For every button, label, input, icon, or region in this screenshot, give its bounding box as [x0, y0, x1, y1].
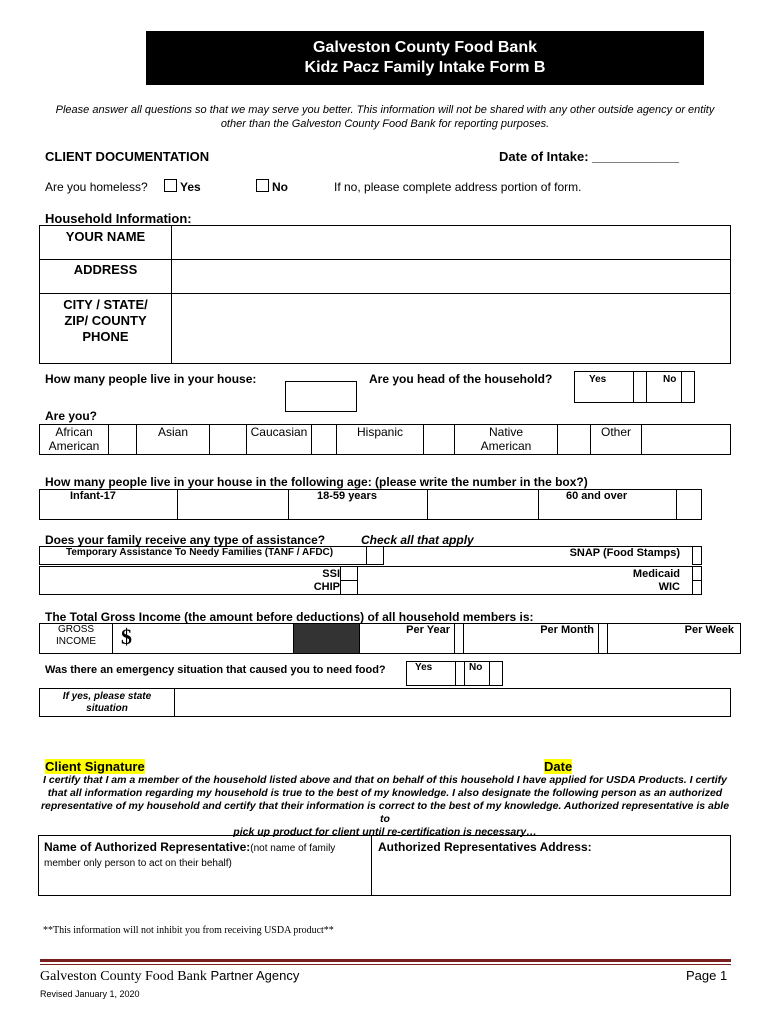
- homeless-yes-label: Yes: [180, 180, 201, 194]
- ethnicity-native-american: [455, 425, 558, 455]
- certify-line4: pick up product for client until re-certification is necessary…: [233, 826, 537, 838]
- medicaid-checkbox[interactable]: [693, 567, 702, 581]
- ssi-label: SSI: [40, 567, 341, 581]
- age-table: [39, 489, 702, 520]
- are-you-heading: Are you?: [45, 409, 98, 423]
- footer-agency-name: Galveston County Food Bank: [40, 969, 207, 984]
- income-heading: The Total Gross Income (the amount before deductions) of all household members is:: [45, 610, 534, 624]
- emergency-yes-option[interactable]: Yes: [407, 662, 456, 686]
- emergency-no-option[interactable]: No: [465, 662, 490, 686]
- form-title-line1: Galveston County Food Bank: [312, 39, 537, 56]
- gross-income-label: [40, 624, 113, 654]
- your-name-field[interactable]: [172, 226, 731, 260]
- gross-line1: GROSS: [57, 624, 95, 635]
- chip-label: CHIP: [40, 581, 341, 595]
- chip-checkbox[interactable]: [341, 581, 358, 595]
- emergency-yes-box[interactable]: [456, 662, 465, 686]
- intro-line2: other than the Galveston County Food Bank for reporting purposes.: [220, 118, 550, 130]
- city-state-zip-phone-field[interactable]: [172, 294, 731, 364]
- asian-checkbox[interactable]: [210, 425, 247, 455]
- age-infant-17-label: Infant-17: [40, 490, 178, 520]
- footer-partner-agency: Partner Agency: [206, 968, 300, 983]
- if-yes-table: [39, 688, 731, 717]
- date-of-intake-label[interactable]: Date of Intake: ____________: [499, 149, 679, 164]
- rep-name-label: Name of Authorized Representative:: [44, 840, 251, 854]
- form-title-banner: [146, 31, 704, 85]
- per-month-option[interactable]: Per Month: [464, 624, 599, 654]
- caucasian-checkbox[interactable]: [312, 425, 337, 455]
- native-line2: American: [480, 439, 532, 453]
- head-no-option[interactable]: No: [647, 372, 682, 403]
- household-info-table: [39, 225, 731, 364]
- phone-label: PHONE: [82, 329, 129, 344]
- address-field[interactable]: [172, 260, 731, 294]
- head-of-household-options: [574, 371, 695, 403]
- head-yes-option[interactable]: Yes: [575, 372, 634, 403]
- homeless-yes-option[interactable]: [164, 179, 201, 194]
- income-shaded-cell: [294, 624, 360, 654]
- people-in-house-question-text: How many people live in your house:: [45, 372, 257, 386]
- age-infant-17-box[interactable]: [178, 490, 289, 520]
- authorized-rep-table: [38, 835, 731, 896]
- income-table: [39, 623, 741, 654]
- emergency-options: [406, 661, 503, 686]
- household-info-heading: Household Information:: [45, 211, 192, 226]
- homeless-no-checkbox[interactable]: [256, 179, 269, 192]
- certify-line3: representative of my household and certify that their information is correct to the best of my knowledge. Authorized representative is able to: [40, 800, 730, 825]
- authorized-rep-address-field[interactable]: [372, 836, 731, 896]
- your-name-label: YOUR NAME: [40, 226, 172, 260]
- ethnicity-table: [39, 424, 731, 455]
- footer-rule-thick: [40, 959, 731, 962]
- homeless-no-label: No: [272, 180, 288, 194]
- city-label-line1: CITY / STATE/: [63, 297, 148, 312]
- footer-rule-thin: [40, 964, 731, 965]
- emergency-situation-field[interactable]: [175, 689, 731, 717]
- certification-text: [40, 774, 730, 839]
- rep-name-note2: member only person to act on their behalf): [44, 858, 232, 869]
- per-year-box[interactable]: [455, 624, 464, 654]
- per-week-option[interactable]: Per Week: [608, 624, 741, 654]
- homeless-no-option[interactable]: [256, 179, 288, 194]
- snap-label: SNAP (Food Stamps): [384, 547, 693, 565]
- client-documentation-heading: CLIENT DOCUMENTATION: [45, 149, 210, 164]
- homeless-yes-checkbox[interactable]: [164, 179, 177, 192]
- homeless-question: Are you homeless?: [45, 180, 148, 194]
- form-title-line2: Kidz Pacz Family Intake Form B: [304, 59, 546, 76]
- check-all-that-apply: Check all that apply: [361, 533, 474, 547]
- if-yes-line1: If yes, please state: [62, 691, 152, 702]
- people-in-house-question: [45, 372, 256, 386]
- native-american-checkbox[interactable]: [558, 425, 591, 455]
- tanf-label: Temporary Assistance To Needy Families (TANF / AFDC): [40, 547, 367, 565]
- client-signature-label: Client Signature: [45, 759, 145, 774]
- ethnicity-african-american: [40, 425, 109, 455]
- age-60-over-box[interactable]: [677, 490, 702, 520]
- if-yes-label: [40, 689, 175, 717]
- african-american-checkbox[interactable]: [109, 425, 137, 455]
- age-18-59-box[interactable]: [428, 490, 539, 520]
- city-label-line2: ZIP/ COUNTY: [64, 313, 147, 328]
- head-no-box[interactable]: [682, 372, 695, 403]
- gross-income-amount-field[interactable]: [113, 624, 294, 654]
- per-year-option[interactable]: Per Year: [360, 624, 455, 654]
- wic-checkbox[interactable]: [693, 581, 702, 595]
- signature-date-label: Date: [544, 759, 573, 774]
- native-line1: Native: [488, 425, 523, 439]
- assistance-table-2: [39, 566, 702, 595]
- assistance-table: [39, 546, 702, 565]
- age-18-59-label: 18-59 years: [289, 490, 428, 520]
- intro-line1: Please answer all questions so that we may serve you better. This information will not be shared with any other outside agency or entity: [55, 104, 715, 116]
- rep-address-label: Authorized Representatives Address:: [378, 840, 592, 854]
- head-of-household-question: Are you head of the household?: [369, 372, 553, 386]
- people-in-house-box[interactable]: [285, 381, 357, 412]
- usda-note: **This information will not inhibit you from receiving USDA product**: [43, 925, 334, 936]
- city-state-zip-label: [40, 294, 172, 364]
- footer-agency: [40, 967, 299, 985]
- emergency-no-box[interactable]: [490, 662, 503, 686]
- assistance-question: Does your family receive any type of assistance?: [45, 533, 326, 547]
- african-line1: African: [55, 425, 93, 439]
- tanf-checkbox[interactable]: [367, 547, 384, 565]
- per-month-box[interactable]: [599, 624, 608, 654]
- ethnicity-other: Other: [591, 425, 642, 455]
- rep-name-note1: (not name of family: [250, 843, 336, 854]
- revised-date: Revised January 1, 2020: [40, 989, 140, 999]
- dollar-sign: $: [121, 624, 132, 649]
- ethnicity-caucasian: Caucasian: [247, 425, 312, 455]
- certify-line1: I certify that I am a member of the household listed above and that on behalf of this household I have applied for USDA Products. I certify: [43, 774, 727, 786]
- intro-text: [40, 103, 730, 131]
- other-checkbox[interactable]: [642, 425, 731, 455]
- wic-label: WIC: [358, 581, 693, 595]
- head-yes-box[interactable]: [634, 372, 647, 403]
- african-line2: American: [48, 439, 100, 453]
- emergency-question: Was there an emergency situation that caused you to need food?: [45, 664, 386, 676]
- gross-line2: INCOME: [56, 636, 96, 647]
- if-yes-line2: situation: [86, 703, 128, 714]
- ethnicity-hispanic: Hispanic: [337, 425, 424, 455]
- age-60-over-label: 60 and over: [539, 490, 677, 520]
- ssi-checkbox[interactable]: [341, 567, 358, 581]
- address-label: ADDRESS: [40, 260, 172, 294]
- medicaid-label: Medicaid: [358, 567, 693, 581]
- authorized-rep-name-field[interactable]: [39, 836, 372, 896]
- hispanic-checkbox[interactable]: [424, 425, 455, 455]
- snap-checkbox[interactable]: [693, 547, 702, 565]
- homeless-note: If no, please complete address portion of form.: [334, 180, 582, 194]
- certify-line2: that all information regarding my household is true to the best of my knowledge. I also designate the following person as an authorized: [47, 787, 723, 799]
- ethnicity-asian: Asian: [137, 425, 210, 455]
- age-question: How many people live in your house in the following age: (please write the number in the box?): [45, 475, 588, 489]
- page-number: Page 1: [686, 968, 728, 983]
